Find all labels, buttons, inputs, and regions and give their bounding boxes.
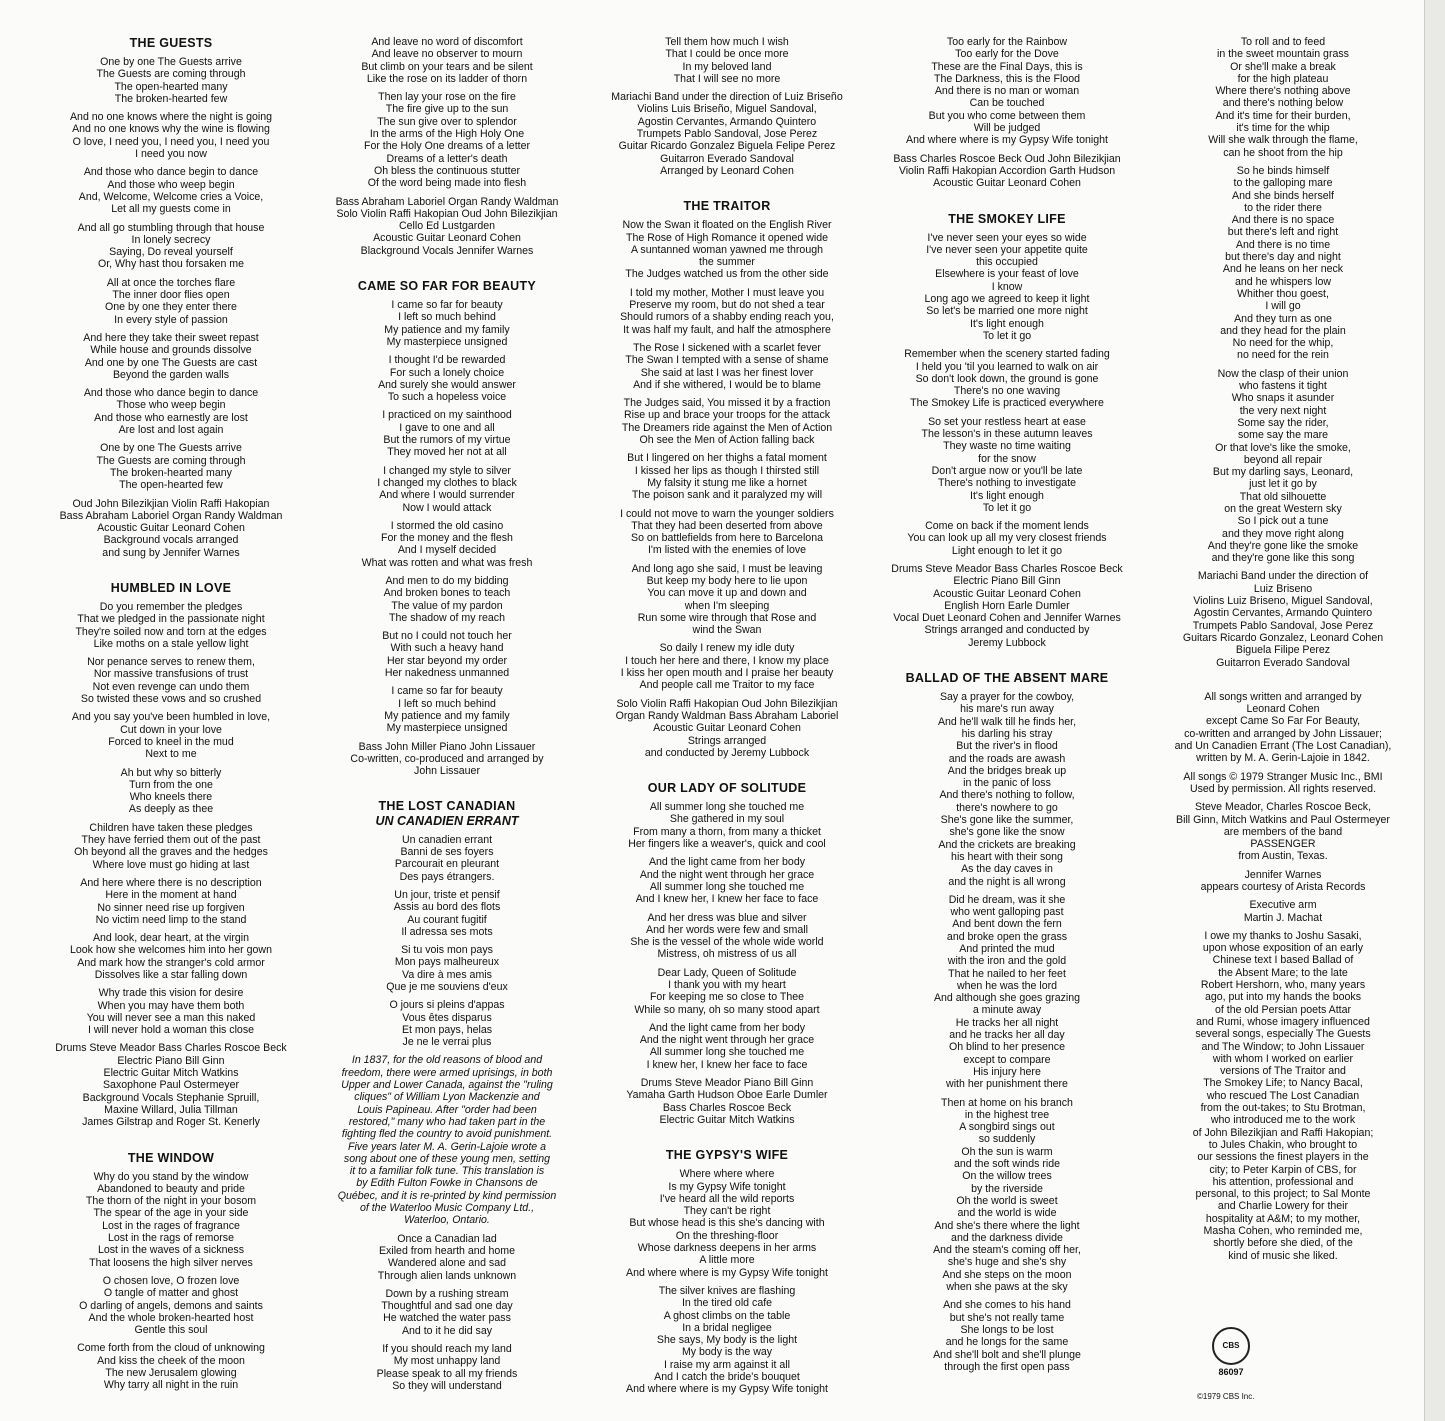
stanza: I thought I'd be rewarded For such a lonely choice And surely she would answer To such a hopeless voice — [378, 354, 516, 404]
stanza: I changed my style to silver I changed my clothes to black And where I would surrender Now I would attack — [377, 464, 517, 514]
stanza: I came so far for beauty I left so much behind My patience and my family My masterpiece unsigned — [384, 685, 510, 735]
musician-credits: Solo Violin Raffi Hakopian Oud John Bilezikjian Organ Randy Waldman Bass Abraham Laboriel Acoustic Guitar Leonard Cohen Strings arranged and conducted by Jeremy Lubbock — [615, 697, 839, 759]
stanza: But no I could not touch her With such a heavy hand Her star beyond my order Her nakedness unmanned — [382, 630, 512, 680]
stanza: The silver knives are flashing In the tired old cafe A ghost climbs on the table In a bridal negligee She says, My body is the light My body is the way I raise my arm against it all And I catch the bride's bouquet And where where is my Gypsy Wife tonight — [626, 1284, 828, 1396]
song-block — [36, 36, 306, 559]
stanza: Now the Swan it floated on the English River The Rose of High Romance it opened wide A suntanned woman yawned me through the summer The Judges watched us from the other side — [622, 219, 832, 281]
stanza: Did he dream, was it she who went galloping past And bent down the fern and broke open the grass And printed the mud with the iron and the gold That he nailed to her feet when he was the lord And although she goes grazing a minute away He tracks her all night and he tracks her all day Oh blind to her presence except to compare His injury here with her punishment there — [933, 893, 1081, 1091]
musician-credits: Drums Steve Meador Piano Bill Ginn Yamaha Garth Hudson Oboe Earle Dumler Bass Charles Roscoe Beck Electric Guitar Mitch Watkins — [626, 1077, 828, 1126]
stanza: Where where where Is my Gypsy Wife tonight I've heard all the wild reports They can't be right But whose head is this she's dancing with On the threshing-floor Whose darkness deepens in her arms A little more And where where is my Gypsy Wife tonight — [626, 1168, 828, 1279]
stanza: And all go stumbling through that house In lonely secrecy Saying, Do reveal yourself Or, Why hast thou forsaken me — [77, 221, 265, 271]
musician-credits: Bass Charles Roscoe Beck Oud John Bilezikjian Violin Raffi Hakopian Accordion Garth Hudson Acoustic Guitar Leonard Cohen — [893, 152, 1121, 190]
stanza: O jours si pleins d'appas Vous êtes disparus Et mon pays, helas Je ne le verrai plus — [389, 999, 505, 1049]
column-2 — [312, 36, 582, 1414]
column-1 — [36, 36, 306, 1414]
historical-note: In 1837, for the old reasons of blood and freedom, there were armed uprisings, in both Upper and Lower Canada, against the "ruling cliques" of William Lyon Mackenzie and Louis Papineau. After "order had been restored," many who had taken part in the fighting fled the country to avoid punishment. Five years later M. A. Gerin-Lajoie wrote a song about one of these young men, setting it to a familiar folk tune. This translation is by Edith Fulton Fowke in Chansons de Québec, and it is re-printed by kind permission of the Waterloo Music Company Ltd., Waterloo, Ontario. — [337, 1054, 557, 1227]
stanza: One by one The Guests arrive The Guests are coming through The broken-hearted many The open-hearted few — [96, 442, 246, 492]
stanza: And here they take their sweet repast While house and grounds dissolve And one by one The Guests are cast Beyond the garden walls — [83, 331, 259, 381]
stanza: If you should reach my land My most unhappy land Please speak to all my friends So they will understand — [376, 1343, 518, 1392]
stanza: All summer long she touched me She gathered in my soul From many a thorn, from many a thicket Her fingers like a weaver's, quick and cool — [628, 801, 826, 851]
stanza: And look, dear heart, at the virgin Look how she welcomes him into her gown And mark how the stranger's cold armor Dissolves like a star falling down — [70, 932, 272, 981]
stanza: And no one knows where the night is going And no one knows why the wine is flowing O love, I need you, I need you, I need you I need you now — [69, 111, 272, 161]
stanza: And her dress was blue and silver And her words were few and small She is the vessel of the whole wide world Mistress, oh mistress of us all — [630, 911, 824, 961]
stanza: Tell them how much I wish That I could be once more In my beloved land That I will see no more — [665, 36, 789, 85]
stanza: And she comes to his hand but she's not really tame She longs to be lost and he longs for the same And she'll bolt and she'll plunge through the first open pass — [933, 1299, 1081, 1373]
stanza: Then at home on his branch in the highest tree A songbird sings out so suddenly Oh the sun is warm and the soft winds ride On the willow trees by the riverside Oh the world is sweet and the world is wide And she's there where the light and the darkness divide And the steam's coming off her, she's huge and she's shy And she steps on the moon when she paws at the sky — [933, 1096, 1081, 1294]
stanza: Un jour, triste et pensif Assis au bord des flots Au courant fugitif Il adressa ses mots — [393, 888, 501, 938]
song-title: THE LOST CANADIAN — [378, 799, 516, 814]
song-block — [36, 581, 306, 1129]
logo-mark-text: CBS — [1222, 1341, 1240, 1350]
stanza: Now the clasp of their union who fastens it tight Who snaps it asunder the very next night Some say the rider, some say the mare Or that love's like the smoke, beyond all repair But my darling says, Leonard, just let it go by That old silhouette on the great Western sky So I pick out a tune and they move right along And they're gone like the smoke and they're gone like this song — [1207, 367, 1359, 565]
musician-credits: Mariachi Band under the direction of Luiz Briseno Violins Luiz Briseno, Miguel Sandoval, Agostin Cervantes, Armando Quintero Trumpets Pablo Sandoval, Jose Perez Guitars Ricardo Gonzalez, Leonard Cohen Biguela Filipe Perez Guitarron Everado Sandoval — [1182, 570, 1384, 669]
stanza: And long ago she said, I must be leaving But keep my body here to lie upon You can move it up and down and when I'm sleeping Run some wire through that Rose and wind the Swan — [631, 562, 823, 637]
stanza: O chosen love, O frozen love O tangle of matter and ghost O darling of angels, demons and saints And the whole broken-hearted host Gentle this soul — [79, 1274, 263, 1337]
song-block — [36, 1151, 306, 1392]
liner-note: Jennifer Warnes appears courtesy of Arista Records — [1200, 868, 1366, 893]
musician-credits: Drums Steve Meador Bass Charles Roscoe Beck Electric Piano Bill Ginn Electric Guitar Mitch Watkins Saxophone Paul Ostermeyer Background Vocals Stephanie Spruill, Maxine Willard, Julia Tillman James Gilstrap and Roger St. Kenerly — [55, 1042, 287, 1129]
cbs-logo — [1211, 1327, 1251, 1377]
song-title: THE WINDOW — [127, 1150, 215, 1165]
liner-note: I owe my thanks to Joshu Sasaki, upon whose exposition of an early Chinese text I based Ballad of the Absent Mare; to the late Robert Hershorn, who, many years ago, put into my hands the books of the old Persian poets Attar and Rumi, whose imagery influenced several songs, especially The Guests and The Window; to John Lissauer with whom I worked on earlier versions of The Traitor and The Smokey Life; to Nancy Bacal, who rescued The Lost Canadian from the out-takes; to Stu Brotman, who introduced me to the work of John Bilezikjian and Raffi Hakopian; to Jules Chakin, who brought to our sessions the finest players in the city; to Peter Karpin of CBS, for his attention, professional and personal, to this project; to Sal Monte and Charlie Lowery for their hospitality at A&M; to my mother, Masha Cohen, who reminded me, shortly before she died, of the kind of music she liked. — [1192, 929, 1374, 1262]
stanza: And the light came from her body And the night went through her grace All summer long she touched me I knew her, I knew her face to face — [639, 1021, 815, 1071]
stanza: I told my mother, Mother I must leave you Preserve my room, but do not shed a tear Should rumors of a shabby ending reach you, It was half my fault, and half the atmosphere — [620, 286, 834, 336]
stanza: I could not move to warn the younger soldiers That they had been deserted from above So on battlefields from here to Barcelona I'm listed with the enemies of love — [620, 507, 834, 557]
song-block — [592, 199, 862, 759]
stanza: I've never seen your eyes so wide I've never seen your appetite quite this occupied Elsewhere is your feast of love I know Long ago we agreed to keep it light So let's be married one more night It's light enough To let it go — [924, 231, 1090, 342]
song-block — [1148, 36, 1418, 669]
stanza: The Judges said, You missed it by a fraction Rise up and brace your troops for the attack The Dreamers ride against the Men of Action Oh see the Men of Action falling back — [621, 397, 833, 447]
song-subtitle: UN CANADIEN ERRANT — [375, 814, 519, 829]
stanza: Do you remember the pledges That we pledged in the passionate night They're soiled now and torn at the edges Like moths on a stale yellow light — [75, 600, 267, 650]
stanza: And those who dance begin to dance And those who weep begin And, Welcome, Welcome cries a Voice, Let all my guests come in — [78, 166, 264, 216]
stanza: Down by a rushing stream Thoughtful and sad one day He watched the water pass And to it he did say — [381, 1287, 513, 1337]
stanza: Then lay your rose on the fire The fire give up to the sun The sun give over to splendor In the arms of the High Holy One For the Holy One dreams of a letter Dreams of a letter's death Oh bless the continuous stutter Of the word being made into flesh — [363, 91, 531, 190]
stanza: Si tu vois mon pays Mon pays malheureux Va dire à mes amis Que je me souviens d'eux — [386, 944, 508, 993]
column-4 — [872, 36, 1142, 1395]
stanza: So he binds himself to the galloping mare And she binds herself to the rider there And there is no space but there's left and right And there is no time but there's day and night And he leans on her neck and he whispers low Whither thou goest, I will go And they turn as one and they head for the plain No need for the whip, no need for the rein — [1220, 164, 1346, 362]
stanza: Once a Canadian lad Exiled from hearth and home Wandered alone and sad Through alien lands unknown — [377, 1232, 517, 1282]
stanza: Too early for the Rainbow Too early for the Dove These are the Final Days, this is The Darkness, this is the Flood And there is no man or woman Can be touched But you who come between them Will be judged And where where is my Gypsy Wife tonight — [906, 36, 1108, 147]
song-title: THE GYPSY'S WIFE — [665, 1148, 789, 1163]
stanza: Un canadien errant Banni de ses foyers Parcourait en pleurant Des pays étrangers. — [394, 833, 500, 883]
stanza: Dear Lady, Queen of Solitude I thank you with my heart For keeping me so close to Thee While so many, oh so many stood apart — [634, 966, 820, 1016]
stanza: But I lingered on her thighs a fatal moment I kissed her lips as though I thirsted still My falsity it stung me like a hornet The poison sank and it paralyzed my will — [627, 452, 827, 502]
musician-credits: Drums Steve Meador Bass Charles Roscoe Beck Electric Piano Bill Ginn Acoustic Guitar Leonard Cohen English Horn Earle Dumler Vocal Duet Leonard Cohen and Jennifer Warnes Strings arranged and conducted by Jeremy Lubbock — [891, 562, 1123, 649]
column-3 — [592, 36, 862, 1418]
song-title: OUR LADY OF SOLITUDE — [647, 781, 807, 796]
stanza: Why trade this vision for desire When you may have them both You will never see a man this naked I will never hold a woman this close — [86, 987, 256, 1037]
cbs-eye-icon — [1212, 1327, 1250, 1365]
catalog-number: 86097 — [1218, 1367, 1244, 1377]
stanza: So set your restless heart at ease The lesson's in these autumn leaves They waste no time waiting for the snow Don't argue now or you'll be late There's nothing to investigate It's light enough To let it go — [921, 415, 1093, 514]
song-title: THE TRAITOR — [683, 199, 771, 214]
stanza: To roll and to feed in the sweet mountain grass Or she'll make a break for the high plateau Where there's nothing above and there's nothing below And it's time for their burden, it's time for the whip Will she walk through the flame, can he shoot from the hip — [1208, 36, 1358, 159]
stanza: Ah but why so bitterly Turn from the one Who kneels there As deeply as thee — [120, 766, 222, 816]
song-title: THE GUESTS — [129, 36, 213, 50]
musician-credits: Mariachi Band under the direction of Luiz Briseño Violins Luis Briseño, Miguel Sandoval, Agostin Cervantes, Armando Quintero Trumpets Pablo Sandoval, Jose Perez Guitar Ricardo Gonzalez Biguela Felipe Perez Guitarron Everado Sandoval Arranged by Leonard Cohen — [611, 91, 843, 177]
song-block — [872, 671, 1142, 1373]
musician-credits: Oud John Bilezikjian Violin Raffi Hakopian Bass Abraham Laboriel Organ Randy Waldman Acoustic Guitar Leonard Cohen Background vocals arranged and sung by Jennifer Warnes — [59, 497, 283, 559]
stanza: I came so far for beauty I left so much behind My patience and my family My masterpiece unsigned — [384, 299, 510, 348]
stanza: Children have taken these pledges They have ferried them out of the past Oh beyond all the graves and the hedges Where love must go hiding at last — [74, 821, 268, 871]
liner-note: Executive arm Martin J. Machat — [1243, 899, 1323, 924]
song-block — [592, 36, 862, 177]
stanza: I practiced on my sainthood I gave to one and all But the rumors of my virtue They moved her not at all — [382, 409, 512, 459]
musician-credits: Bass John Miller Piano John Lissauer Co-written, co-produced and arranged by John Lissauer — [350, 740, 544, 778]
song-block — [872, 36, 1142, 190]
song-title: CAME SO FAR FOR BEAUTY — [357, 279, 537, 294]
stanza: All at once the torches flare The inner door flies open One by one they enter there In every style of passion — [105, 276, 237, 326]
song-block — [592, 1148, 862, 1395]
stanza: So daily I renew my idle duty I touch her here and there, I know my place I kiss her open mouth and I praise her beauty And people call me Traitor to my face — [620, 642, 834, 692]
stanza: Nor penance serves to renew them, Nor massive transfusions of trust Not even revenge can undo them So twisted these vows and so crushed — [80, 656, 262, 706]
stanza: The Rose I sickened with a scarlet fever The Swan I tempted with a sense of shame She said at last I was her finest lover And if she withered, I would be to blame — [625, 341, 829, 391]
stanza: And here where there is no description Here in the moment at hand No sinner need rise up forgiven No victim need limp to the stand — [80, 876, 262, 926]
song-title: HUMBLED IN LOVE — [110, 580, 232, 595]
stanza: And you say you've been humbled in love, Cut down in your love Forced to kneel in the mud Next to me — [71, 711, 271, 761]
stanza: One by one The Guests arrive The Guests are coming through The open-hearted many The broken-hearted few — [96, 56, 246, 105]
stanza: And leave no word of discomfort And leave no observer to mourn But climb on your tears and be silent Like the rose on its ladder of thorn — [361, 36, 533, 85]
liner-note: Steve Meador, Charles Roscoe Beck, Bill Ginn, Mitch Watkins and Paul Ostermeyer are members of the band PASSENGER from Austin, Texas. — [1176, 801, 1390, 863]
sleeve-edge — [1424, 0, 1445, 1421]
stanza: And those who dance begin to dance Those who weep begin And those who earnestly are lost Are lost and lost again — [83, 387, 259, 437]
stanza: Why do you stand by the window Abandoned to beauty and pride The thorn of the night in your bosom The spear of the age in your side Lost in the rages of fragrance Lost in the rags of remorse Lost in the waves of a sickness That loosens the high silver nerves — [85, 1170, 257, 1269]
song-block — [312, 36, 582, 257]
song-title: THE SMOKEY LIFE — [948, 211, 1066, 226]
stanza: Come on back if the moment lends You can look up all my very closest friends Light enough to let it go — [907, 520, 1107, 557]
column-5 — [1148, 36, 1418, 1268]
copyright: ©1979 CBS Inc. — [1197, 1392, 1255, 1401]
stanza: And the light came from her body And the night went through her grace All summer long she touched me And I knew her, I knew her face to face — [635, 856, 819, 906]
stanza: Come forth from the cloud of unknowing And kiss the cheek of the moon The new Jerusalem glowing Why tarry all night in the ruin — [77, 1342, 265, 1392]
liner-note: All songs © 1979 Stranger Music Inc., BMI Used by permission. All rights reserved. — [1183, 770, 1383, 795]
song-title: BALLAD OF THE ABSENT MARE — [905, 671, 1109, 686]
song-block — [312, 799, 582, 1392]
liner-note: All songs written and arranged by Leonard Cohen except Came So Far For Beauty, co-written and arranged by John Lissauer; and Un Canadien Errant (The Lost Canadian), written by M. A. Gerin-Lajoie in 1842. — [1174, 690, 1392, 765]
song-block — [872, 212, 1142, 650]
stanza: Say a prayer for the cowboy, his mare's run away And he'll walk till he finds her, his darling his stray But the river's in flood and the roads are awash And the bridges break up in the panic of loss And there's nothing to follow, there's nowhere to go She's gone like the summer, she's gone like the snow And the crickets are breaking his heart with their song As the day caves in and the night is all wrong — [937, 691, 1077, 888]
stanza: I stormed the old casino For the money and the flesh And I myself decided What was rotten and what was fresh — [361, 519, 533, 569]
stanza: And men to do my bidding And broken bones to teach The value of my pardon The shadow of my reach — [383, 574, 511, 624]
stanza: Remember when the scenery started fading I held you 'til you learned to walk on air So don't look down, the ground is gone There's no one waving The Smokey Life is practiced everywhere — [904, 348, 1110, 410]
musician-credits: Bass Abraham Laboriel Organ Randy Waldman Solo Violin Raffi Hakopian Oud John Bilezikjian Cello Ed Lustgarden Acoustic Guitar Leonard Cohen Blackground Vocals Jennifer Warnes — [335, 195, 559, 257]
song-block — [592, 781, 862, 1126]
song-block — [312, 279, 582, 777]
